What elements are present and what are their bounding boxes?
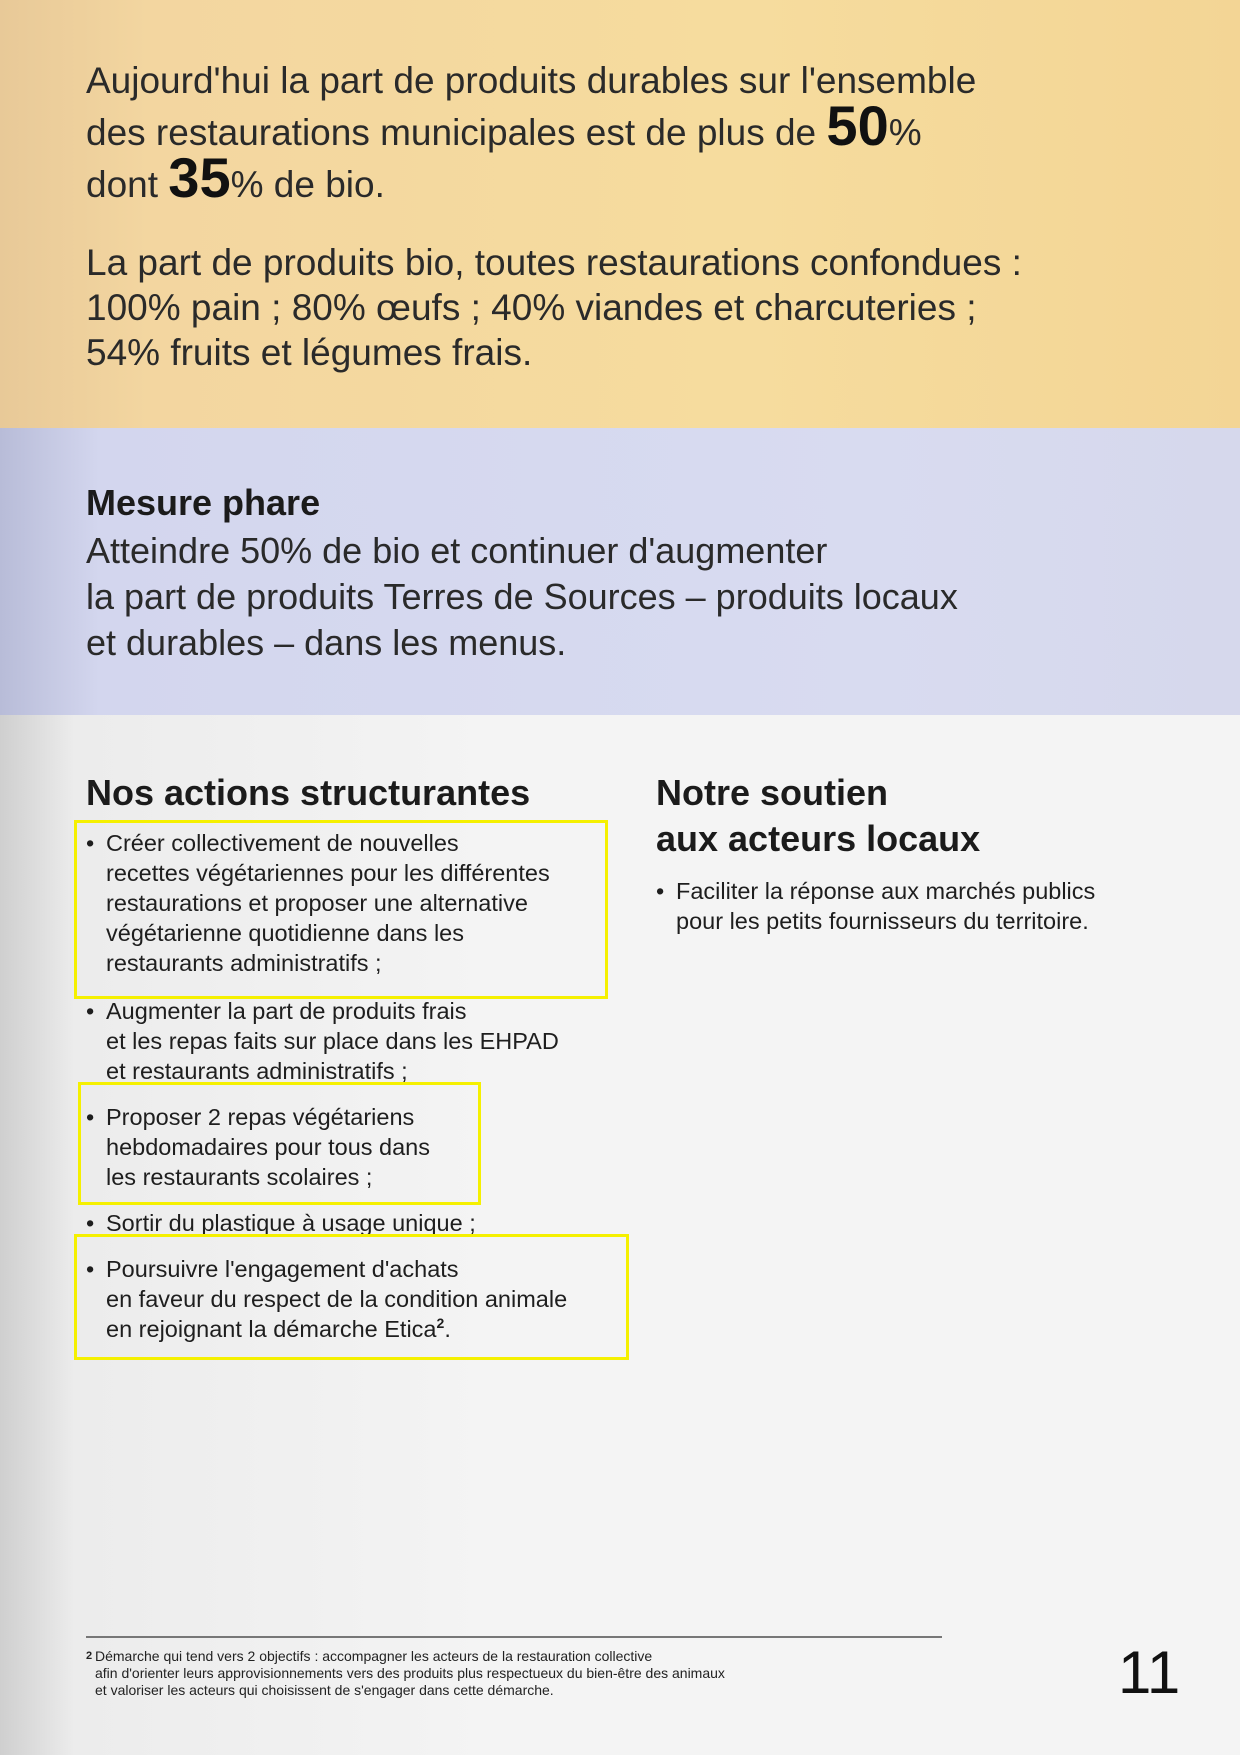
highlight-box	[74, 820, 608, 999]
action-item-5-end: .	[444, 1316, 451, 1342]
intro-line-2-text: des restaurations municipales est de plus de	[86, 112, 827, 153]
mesure-line-1: Atteindre 50% de bio et continuer d'augmenter	[86, 530, 828, 571]
action-item-3-text: Proposer 2 repas végétariens hebdomadaires pour tous dans les restaurants scolaires ;	[106, 1104, 430, 1190]
action-item-2-text: Augmenter la part de produits frais et les repas faits sur place dans les EHPAD et restaurants administratifs ;	[106, 998, 559, 1084]
highlight-box	[78, 1082, 481, 1205]
bullet-icon: •	[86, 998, 95, 1024]
bullet-icon: •	[86, 1104, 95, 1130]
intro-line-1: Aujourd'hui la part de produits durables sur l'ensemble	[86, 60, 977, 101]
actions-title: Nos actions structurantes	[86, 772, 531, 813]
footnote-mark: 2	[86, 1650, 93, 1662]
footnote-text: Démarche qui tend vers 2 objectifs : accompagner les acteurs de la restauration collective afin d'orienter leurs approvisionnements vers des produits plus respectueux du bien-être des animaux et valoriser les acteurs qui choisissent de s'engager dans cette démarche.	[95, 1648, 725, 1698]
bio-line-3: 54% fruits et légumes frais.	[86, 332, 533, 373]
footnote-ref: 2	[436, 1315, 445, 1332]
mesure-line-2: la part de produits Terres de Sources – produits locaux	[86, 576, 958, 617]
soutien-title	[656, 770, 1176, 862]
bio-share-paragraph	[86, 240, 1186, 375]
highlight-box	[74, 1234, 629, 1360]
bullet-icon: •	[656, 878, 665, 904]
intro-line-3-suffix: % de bio.	[230, 164, 385, 205]
intro-line-2	[86, 94, 1186, 157]
mesure-line-3: et durables – dans les menus.	[86, 622, 567, 663]
action-item-5-body: Poursuivre l'engagement d'achats en faveur du respect de la condition animale en rejoignant la démarche Etica	[106, 1256, 568, 1342]
intro-line-3	[86, 146, 1186, 209]
mesure-text	[86, 528, 1146, 666]
bio-line-2: 100% pain ; 80% œufs ; 40% viandes et charcuteries ;	[86, 287, 977, 328]
footnote	[86, 1648, 946, 1699]
action-item-2	[86, 996, 606, 1086]
bullet-icon: •	[86, 1210, 95, 1236]
soutien-title-line-1: Notre soutien	[656, 772, 889, 813]
action-item-4-text: Sortir du plastique à usage unique ;	[106, 1210, 476, 1236]
bio-line-1: La part de produits bio, toutes restaurations confondues :	[86, 242, 1022, 283]
mesure-title: Mesure phare	[86, 482, 321, 523]
stat-bio-percent: 35	[168, 146, 231, 209]
intro-line-2-suffix: %	[888, 112, 922, 153]
bullet-icon: •	[86, 830, 95, 856]
intro-line-3-text: dont	[86, 164, 169, 205]
bullet-icon: •	[86, 1256, 95, 1282]
intro-paragraph	[86, 58, 1186, 207]
soutien-item-1	[656, 876, 1196, 936]
soutien-title-line-2: aux acteurs locaux	[656, 818, 981, 859]
footnote-divider	[86, 1636, 942, 1638]
stat-durable-percent: 50	[826, 94, 889, 157]
soutien-item-1-text: Faciliter la réponse aux marchés publics pour les petits fournisseurs du territoire.	[676, 878, 1096, 934]
page-number: 11	[1118, 1639, 1181, 1706]
action-item-1-text: Créer collectivement de nouvelles recettes végétariennes pour les différentes restaurations et proposer une alternative végétarienne quotidienne dans les restaurants administratifs ;	[106, 830, 550, 976]
